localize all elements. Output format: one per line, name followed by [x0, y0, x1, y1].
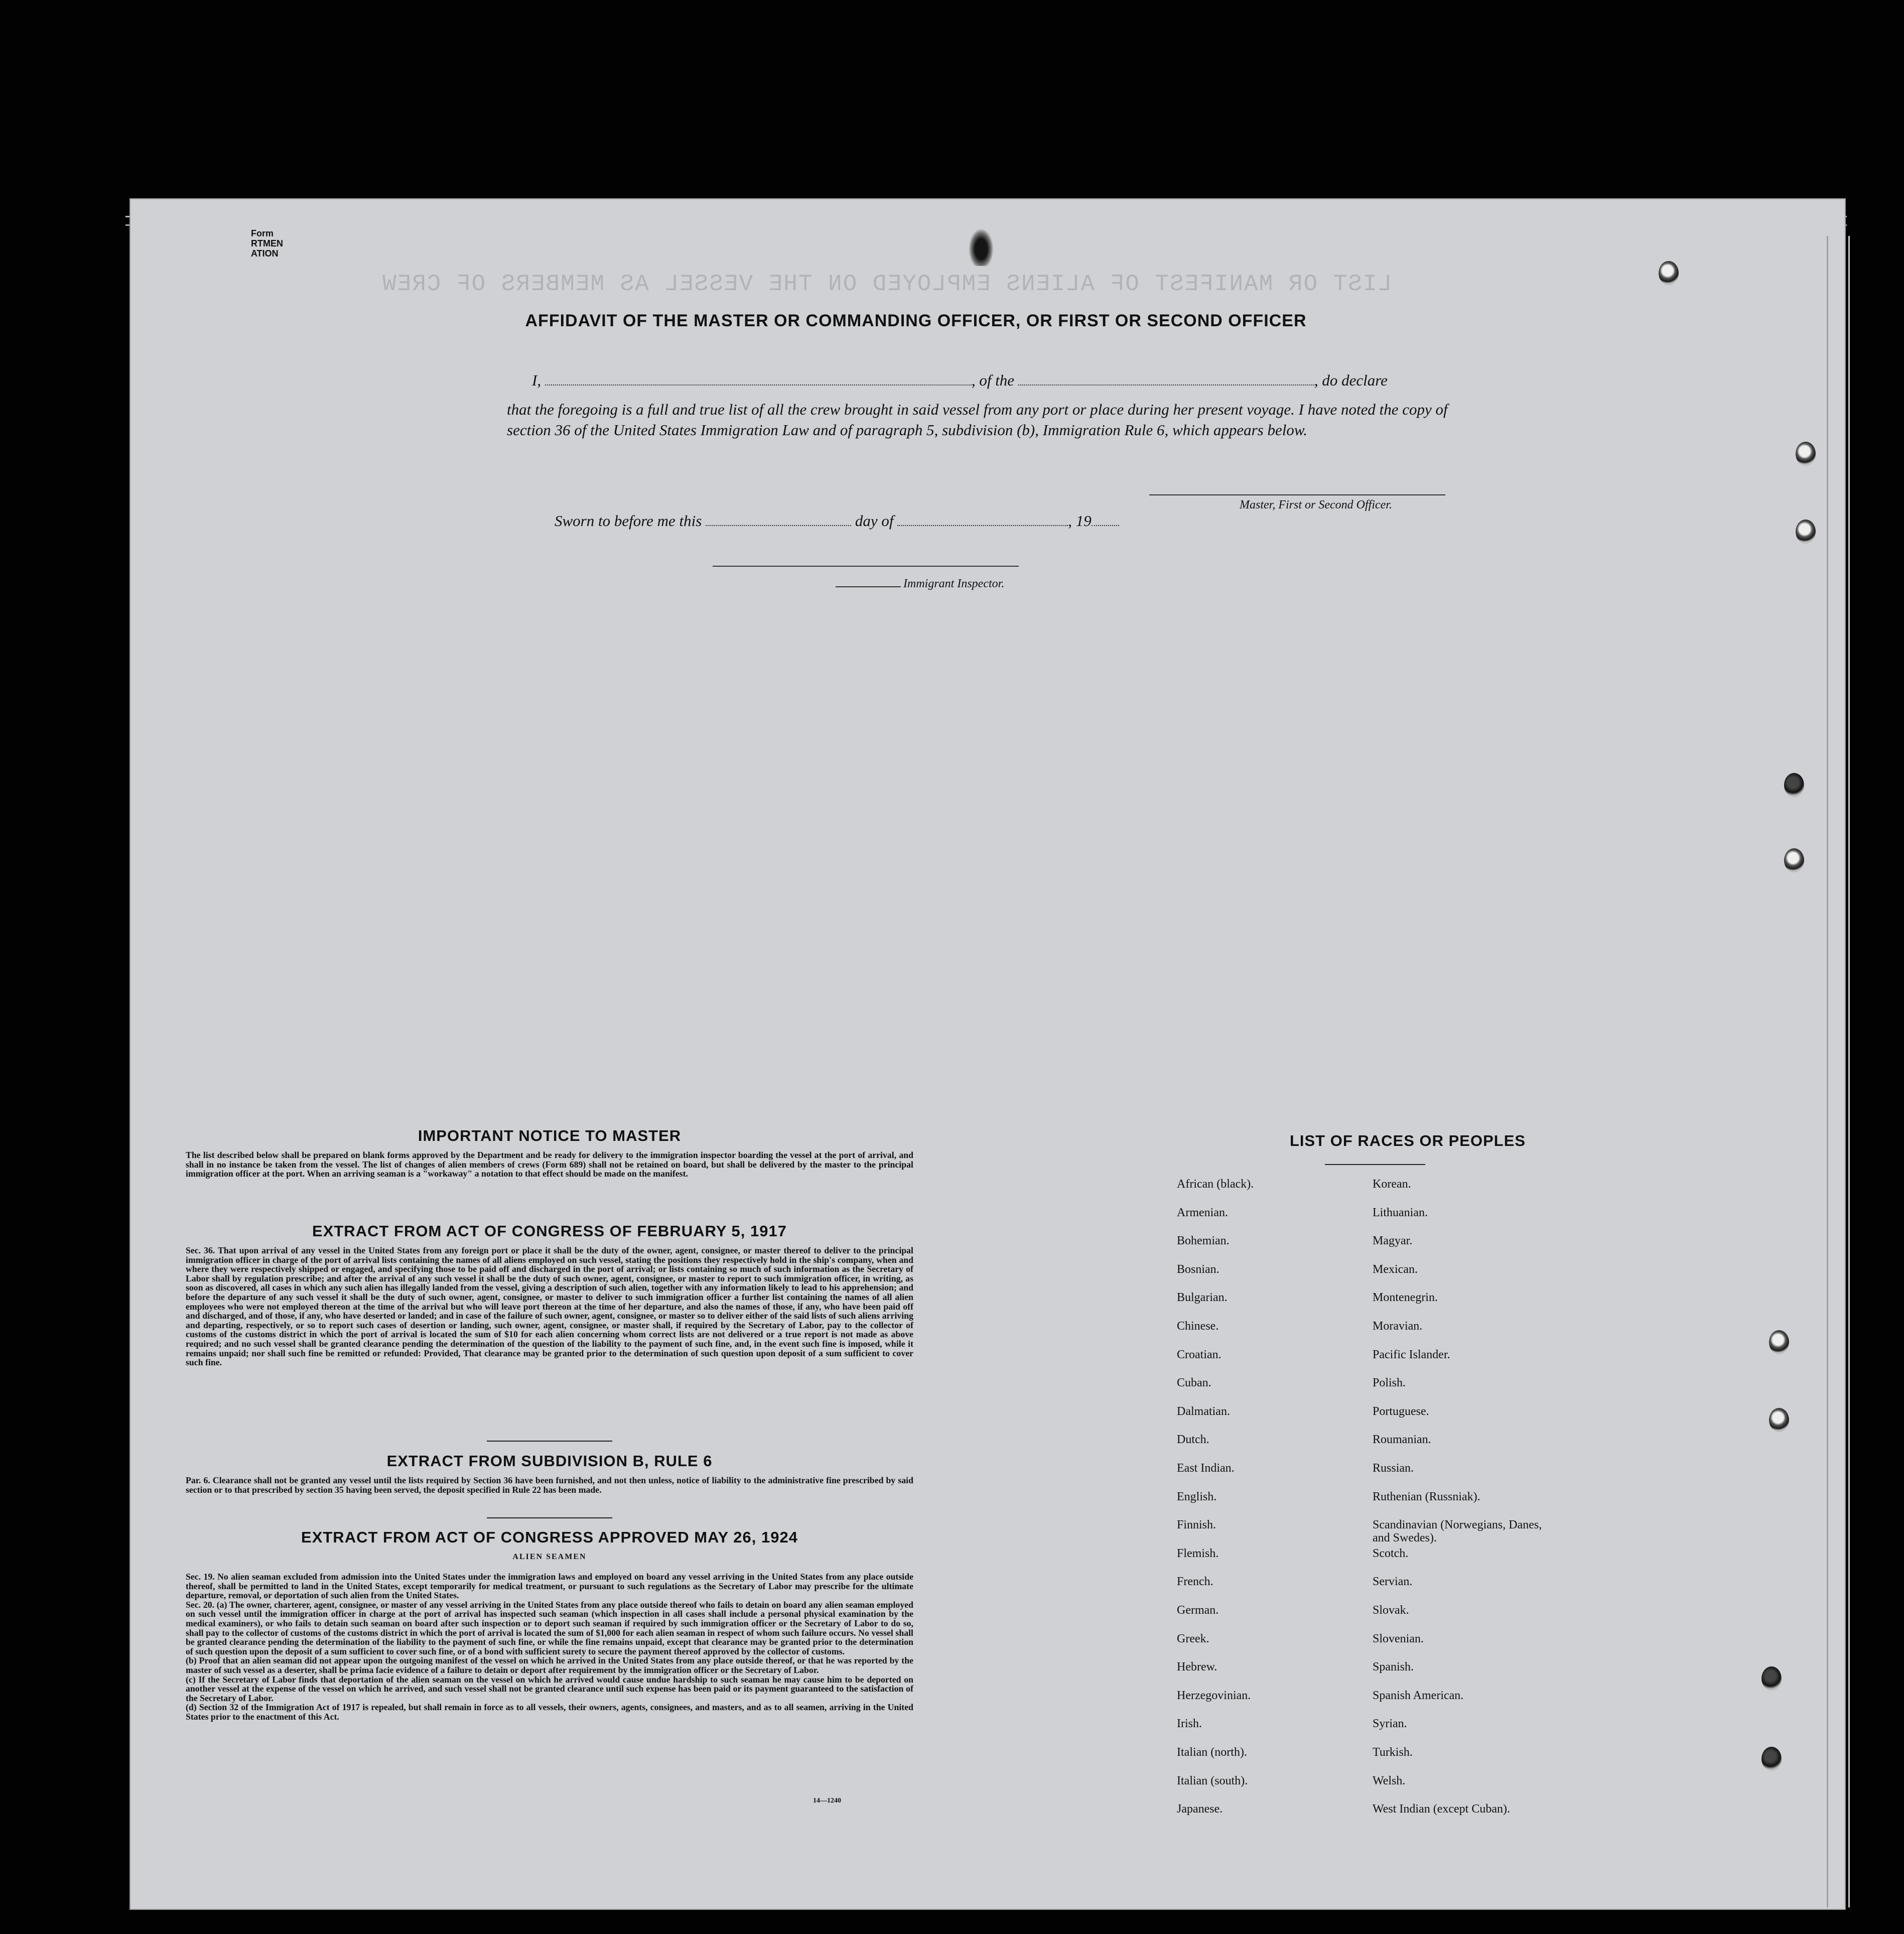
punch-hole [1769, 1330, 1789, 1354]
race-item: Italian (south). [1177, 1774, 1248, 1787]
extract-1924-paragraph: Sec. 20. (a) The owner, charterer, agent, consignee, or master of any vessel arriving in the United States from any place outside thereof who fails to detain on board any alien seaman employed on such vessel until the immigration officer in charge at the port of arrival has inspected such seaman (which inspection in all cases shall include a personal physical examination by the medical examiners), or who fails to detain such seaman on board after such inspection or to deport such seaman if required by such immigration officer or the Secretary of Labor to do so, shall pay to the collector of customs of the customs district in which the port of arrival is located the sum of $1,000 for each alien seaman in respect of whom such failure occurs. No vessel shall be granted clearance pending the determination of the liability to the payment of such fine, or while the fine remains unpaid, except that clearance may be granted prior to the determination of such question upon the deposit of a sum sufficient to cover such fine, or of a bond with sufficient surety to secure the payment thereof approved by the collector of customs. [186, 1599, 913, 1656]
inspector-signature-line[interactable] [713, 566, 1019, 567]
race-item: Finnish. [1177, 1518, 1216, 1531]
race-item: Hebrew. [1177, 1660, 1217, 1673]
race-item: Scandinavian (Norwegians, Danes, and Swedes). [1373, 1518, 1542, 1544]
race-item: Turkish. [1373, 1746, 1413, 1759]
inspector-signature-line-short [836, 586, 901, 587]
punch-hole [1769, 1408, 1789, 1432]
race-item: Slovak. [1373, 1604, 1409, 1617]
race-item: Mexican. [1373, 1263, 1418, 1276]
race-item: Croatian. [1177, 1348, 1221, 1361]
affidavit-body: that the foregoing is a full and true list of all the crew brought in said vessel from any port or place during her present voyage. I have noted the copy of section 36 of the United States Immigration Law and of paragraph 5, subdivision (b), Immigration Rule 6, which appears below. [507, 401, 1448, 439]
extract-rule6-text: Par. 6. Clearance shall not be granted any vessel until the lists required by Section 36 have been furnished, and not then unless, notice of liability to the administrative fine prescribed by said section or to that prescribed by section 35 having been served, the deposit specified in Rule 22 has been made. [186, 1475, 913, 1495]
race-item: Polish. [1373, 1376, 1406, 1389]
form-number-line: RTMEN [251, 238, 283, 248]
race-item: Korean. [1373, 1178, 1411, 1191]
bleed-through-title: LIST OR MANIFEST OF ALIENS EMPLOYED ON THE VESSEL AS MEMBERS OF CREW [381, 271, 1392, 297]
race-item: Magyar. [1373, 1234, 1413, 1247]
extract-1917-text: Sec. 36. That upon arrival of any vessel in the United States from any foreign port or place it shall be the duty of the owner, agent, consignee, or master thereof to deliver to the principal immigration officer in charge of the port of arrival lists containing the names of all aliens employed on such vessel, stating the positions they respectively hold in the ship's company, when and where they were respectively shipped or engaged, and specifying those to be paid off and discharged in the port of arrival; or lists containing so much of such information as the Secretary of Labor shall by regulation prescribe; and after the arrival of any such vessel it shall be the duty of such owner, agent, consignee, or master to report to such immigration officer, in writing, as soon as discovered, all cases in which any such alien has illegally landed from the vessel, giving a description of such alien, together with any information likely to lead to his apprehension; and before the departure of any such vessel it shall be the duty of such owner, agent, consignee, or master to deliver to such immigration officer a further list containing the names of all alien employees who were not employed thereon at the time of the arrival but who will leave port thereon at the time of her departure, and also the names of those, if any, who have been paid off and discharged, and of those, if any, who have deserted or landed; and in case of the failure of such owner, agent, consignee, or master so to deliver either of the said lists of such aliens arriving and departing, respectively, or so to report such cases of desertion or landing, such owner, agent, consignee, or master shall, if required by the Secretary of Labor, pay to the collector of customs of the customs district in which the port of arrival is located the sum of $10 for each alien concerning whom correct lists are not delivered or a true report is not made as above required; and no such vessel shall be granted clearance pending the determination of the question of the liability to the payment of such fine, and, in the event such fine is imposed, while it remains unpaid; nor shall such fine be remitted or refunded: Provided, That clearance may be granted prior to the determination of such question upon deposit of a sum sufficient to cover such fine. [186, 1245, 913, 1368]
race-item: Welsh. [1373, 1774, 1406, 1787]
race-item: Lithuanian. [1373, 1206, 1428, 1219]
race-item: Herzegovinian. [1177, 1689, 1251, 1702]
punch-hole [1796, 520, 1816, 544]
sworn-line [555, 512, 1119, 530]
race-item: Bulgarian. [1177, 1291, 1228, 1304]
sworn-month-blank[interactable] [897, 512, 1068, 526]
extract-1924-subtitle: ALIEN SEAMEN [512, 1553, 587, 1561]
affidavit-declaration-line [532, 371, 1388, 390]
affidavit-i-label: I, [532, 371, 541, 389]
punch-hole [1796, 442, 1816, 466]
races-divider [1325, 1164, 1425, 1165]
extract-1924-title: EXTRACT FROM ACT OF CONGRESS APPROVED MAY 26, 1924 [301, 1528, 798, 1546]
race-item: Dalmatian. [1177, 1405, 1230, 1418]
notice-text: The list described below shall be prepared on blank forms approved by the Department and be ready for delivery to the immigration inspector boarding the vessel at the port of arrival, and shall in no instance be taken from the vessel. The list of changes of alien members of crews (Form 689) shall not be retained on board, but shall be delivered by the master to the principal immigration officer at the port. When an arriving seaman is a "workaway" a notation to that effect should be made on the manifest. [186, 1150, 913, 1179]
race-item: Cuban. [1177, 1376, 1211, 1389]
master-signature-line[interactable] [1149, 494, 1445, 495]
form-number-line: ATION [251, 248, 279, 259]
affidavit-of-the-label: , of the [971, 371, 1015, 389]
extract-1917-title: EXTRACT FROM ACT OF CONGRESS OF FEBRUARY 5, 1917 [312, 1222, 787, 1240]
punch-hole [1784, 773, 1804, 797]
sworn-year-blank[interactable] [1092, 512, 1119, 526]
punch-hole [1761, 1666, 1782, 1691]
race-item: African (black). [1177, 1178, 1254, 1191]
race-item: Japanese. [1177, 1802, 1223, 1816]
race-item: German. [1177, 1604, 1219, 1617]
form-number-line: Form [251, 228, 274, 238]
race-item: Montenegrin. [1373, 1291, 1438, 1304]
section-divider [487, 1517, 612, 1518]
staple-hole [969, 228, 994, 266]
race-item: Chinese. [1177, 1320, 1219, 1333]
race-item: Pacific Islander. [1373, 1348, 1450, 1361]
vessel-blank[interactable] [1018, 371, 1314, 385]
race-item: Bosnian. [1177, 1263, 1219, 1276]
race-item: Spanish. [1373, 1660, 1414, 1673]
race-item: Moravian. [1373, 1320, 1423, 1333]
race-item: Servian. [1373, 1575, 1413, 1588]
paper-edge-right [1827, 236, 1850, 1907]
race-item: Irish. [1177, 1717, 1202, 1730]
race-item: Slovenian. [1373, 1632, 1424, 1645]
extract-1924-paragraph: (c) If the Secretary of Labor finds that deportation of the alien seaman on the vessel on which he arrived would cause undue hardship to such seaman he may cause him to be deported on another vessel at the expense of the vessel on which he arrived, and such vessel shall not be granted clearance until such expense has been paid or its payment guaranteed to the satisfaction of the Secretary of Labor. [186, 1674, 913, 1703]
races-title: LIST OF RACES OR PEOPLES [1289, 1132, 1526, 1149]
affidavit-declare-label: , do declare [1314, 371, 1388, 389]
race-item: Dutch. [1177, 1433, 1209, 1446]
extract-rule6-title: EXTRACT FROM SUBDIVISION B, RULE 6 [386, 1452, 713, 1470]
punch-hole [1761, 1747, 1782, 1771]
race-item: French. [1177, 1575, 1213, 1588]
notice-title: IMPORTANT NOTICE TO MASTER [418, 1127, 682, 1144]
extract-1924-paragraph: (b) Proof that an alien seaman did not appear upon the outgoing manifest of the vessel on which he arrived in the United States from any place outside thereof, or that he was reported by the master of such vessel as a deserter, shall be prima facie evidence of a failure to detain or deport after requirement by the immigration officer or the Secretary of Labor. [186, 1655, 913, 1675]
race-item: Portuguese. [1373, 1405, 1429, 1418]
extract-1924-text [186, 1572, 913, 1722]
sworn-year-label: , 19 [1068, 512, 1092, 530]
section-divider [487, 1441, 612, 1442]
race-item: West Indian (except Cuban). [1373, 1802, 1510, 1816]
punch-hole [1659, 261, 1679, 285]
race-item: Syrian. [1373, 1717, 1407, 1730]
form-code: 14—1240 [813, 1797, 841, 1804]
race-item: Italian (north). [1177, 1746, 1247, 1759]
race-item: Spanish American. [1373, 1689, 1464, 1702]
master-signature-caption: Master, First or Second Officer. [1240, 498, 1392, 511]
extract-1924-paragraph: Sec. 19. No alien seaman excluded from admission into the United States under the immigration laws and employed on board any vessel arriving in the United States from any place outside thereof, shall be permitted to land in the United States, except temporarily for medical treatment, or pursuant to such regulations as the Secretary of Labor may prescribe for the ultimate departure, removal, or deportation of such alien from the United States. [186, 1572, 913, 1601]
sworn-label: Sworn to before me this [555, 512, 702, 530]
race-item: Armenian. [1177, 1206, 1228, 1219]
name-blank[interactable] [545, 371, 972, 385]
punch-hole [1784, 848, 1804, 872]
sworn-day-of-label: day of [855, 512, 894, 530]
race-item: Roumanian. [1373, 1433, 1431, 1446]
race-item: East Indian. [1177, 1462, 1235, 1475]
race-item: Greek. [1177, 1632, 1209, 1645]
form-number [251, 228, 291, 259]
race-item: Ruthenian (Russniak). [1373, 1490, 1480, 1503]
affidavit-title: AFFIDAVIT OF THE MASTER OR COMMANDING OFFICER, OR FIRST OR SECOND OFFICER [525, 311, 1307, 330]
race-item: English. [1177, 1490, 1217, 1503]
inspector-caption: Immigrant Inspector. [903, 577, 1005, 590]
extract-1924-paragraph: (d) Section 32 of the Immigration Act of 1917 is repealed, but shall remain in force as to all vessels, their owners, agents, consignees, and masters, and as to all seamen, arriving in the United States prior to the enactment of this Act. [186, 1702, 913, 1722]
race-item: Flemish. [1177, 1547, 1219, 1560]
race-item: Russian. [1373, 1462, 1414, 1475]
race-item: Bohemian. [1177, 1234, 1230, 1247]
race-item: Scotch. [1373, 1547, 1409, 1560]
sworn-day-blank[interactable] [706, 512, 851, 526]
